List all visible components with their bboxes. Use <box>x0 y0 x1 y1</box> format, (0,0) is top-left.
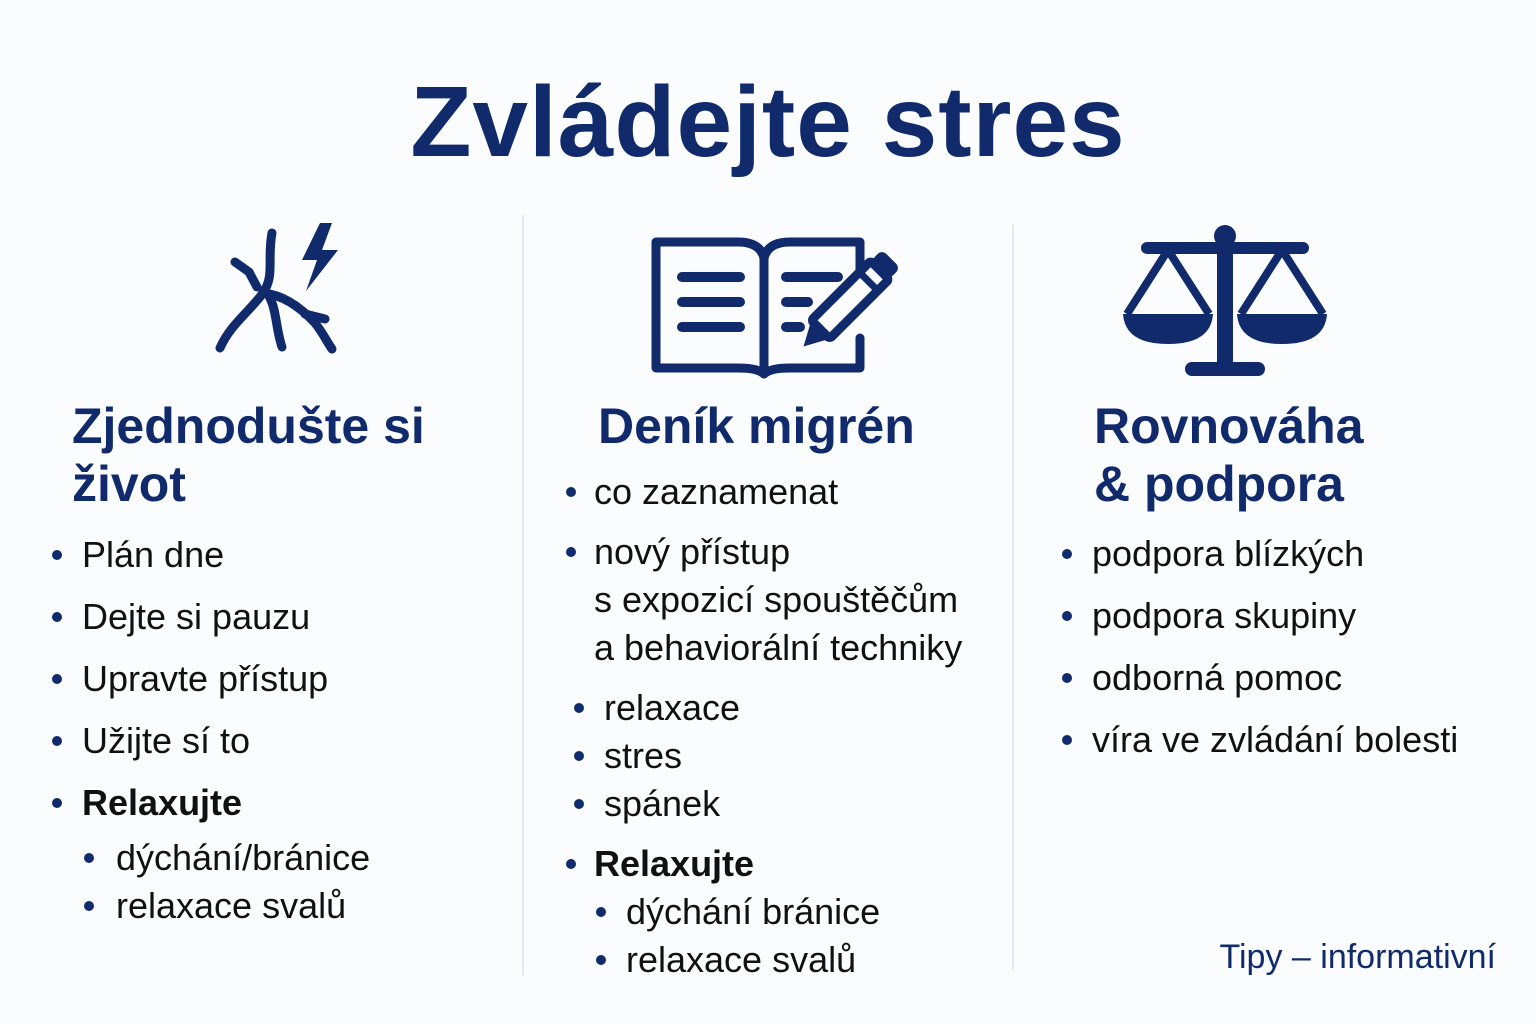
footer-note: Tipy – informativní <box>1219 938 1496 976</box>
journal-pencil-icon <box>648 232 923 382</box>
simplify-list <box>52 524 370 930</box>
list-subitem: dýchání/bránice <box>52 834 370 882</box>
diary-list <box>564 468 962 984</box>
list-item: podpora skupiny <box>1062 585 1458 647</box>
list-item: relaxace <box>564 684 962 732</box>
list-subitem: relaxace svalů <box>564 936 962 984</box>
list-item: Dejte si pauzu <box>52 586 370 648</box>
list-subitem: dýchání bránice <box>564 888 962 936</box>
list-item: co zaznamenat <box>564 468 962 516</box>
list-item: spánek <box>564 780 962 828</box>
list-item: odborná pomoc <box>1062 647 1458 709</box>
column-divider-left <box>522 215 524 975</box>
list-item: víra ve zvládání bolesti <box>1062 709 1458 771</box>
column-divider-right <box>1012 225 1014 970</box>
balance-scale-icon <box>1115 222 1335 380</box>
column-heading-balance: Rovnováha & podpora <box>1094 398 1364 512</box>
list-item: Relaxujte <box>564 840 962 888</box>
list-item: Plán dne <box>52 524 370 586</box>
list-item: stres <box>564 732 962 780</box>
list-item: Relaxujte <box>52 772 370 834</box>
column-heading-diary: Deník migrén <box>598 398 915 454</box>
list-item: podpora blízkých <box>1062 523 1458 585</box>
list-item: Užijte sí to <box>52 710 370 772</box>
nerve-lightning-icon <box>205 215 355 365</box>
page-title: Zvládejte stres <box>410 66 1126 178</box>
list-item: Upravte přístup <box>52 648 370 710</box>
list-item: nový přístup s expozicí spouštěčům a behaviorální techniky <box>564 528 962 672</box>
balance-list <box>1062 523 1458 771</box>
list-subitem: relaxace svalů <box>52 882 370 930</box>
column-heading-simplify: Zjednodušte si život <box>72 398 425 512</box>
